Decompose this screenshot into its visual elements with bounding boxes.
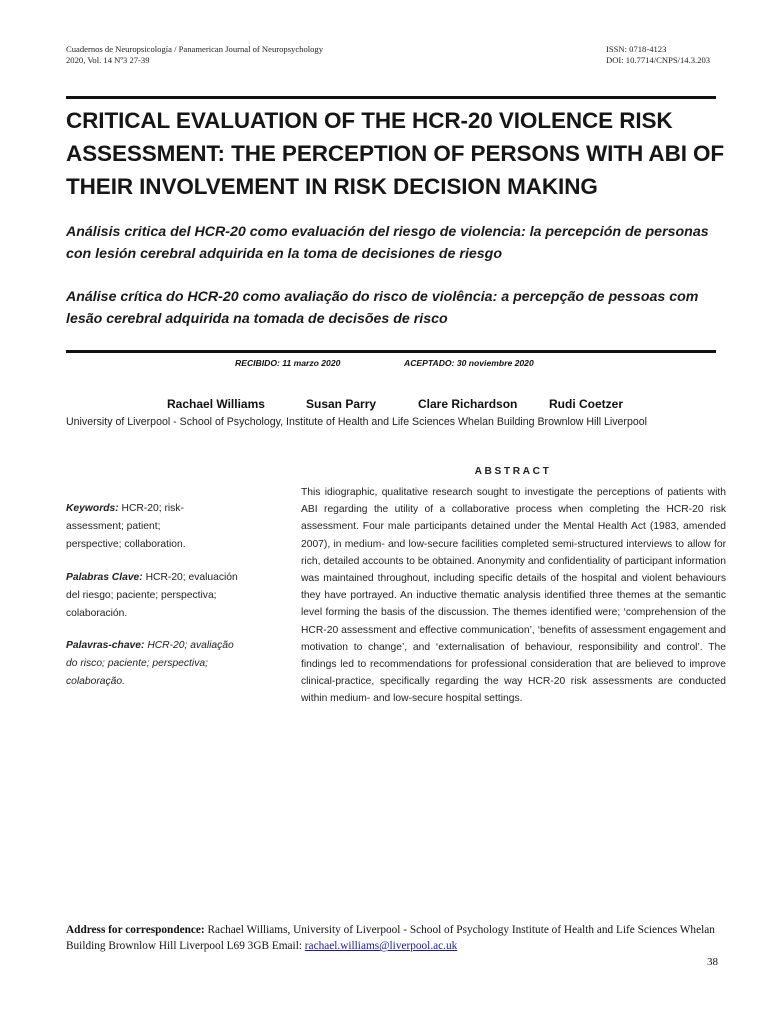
author-4: Rudi Coetzer [549, 397, 624, 411]
correspondence [66, 922, 726, 954]
keywords-es-label: Palabras Clave: [66, 572, 143, 583]
doi: DOI: 10.7714/CNPS/14.3.203 [606, 55, 711, 65]
journal-header [66, 44, 323, 66]
title-spanish: Análisis critica del HCR-20 como evaluación del riesgo de violencia: la percepción de personas con lesión cerebral adquirida en la toma de decisiones de riesgo [66, 224, 709, 262]
author-3: Clare Richardson [418, 397, 518, 411]
paper-title: CRITICAL EVALUATION OF THE HCR-20 VIOLENCE RISK ASSESSMENT: THE PERCEPTION OF PERSONS WITH ABI OF THEIR INVOLVEMENT IN RISK DECISION MAKING [66, 108, 725, 199]
abstract-text: This idiographic, qualitative research sought to investigate the perceptions of patients with ABI regarding the utility of a collaborative process when completing the HCR-20 risk assessment. Four male participants detained under the Mental Health Act (1983, amended 2007), in medium- and low-secure facilities completed semi-structured interviews to allow for rich, detailed accounts to be obtained. Anonymity and confidentiality of participant information was maintained throughout, including specific details of the hospital and violent behaviours they have portrayed. An inductive thematic analysis identified three themes at the semantic level forming the basis of the discussion. The themes identified were; ‘comprehension of the HCR-20 assessment and effective communication’, ‘benefits of assessment engagement and motivation to change’, and ‘externalisation of behaviour, responsibility and control’. The findings led to recommendations for professional consideration that are believed to improve clinical-practice, specifically regarding the way HCR-20 risk assessments are conducted within medium- and low-secure hospital settings. [301, 487, 726, 705]
correspondence-label: Address for correspondence: [66, 924, 205, 936]
journal-identifiers [606, 44, 710, 66]
issn: ISSN: 0718-4123 [606, 44, 667, 54]
accepted-date: ACEPTADO: 30 noviembre 2020 [404, 358, 534, 368]
keywords-pt-label: Palavras-chave: [66, 640, 145, 651]
bottom-rule [66, 350, 716, 353]
author-2: Susan Parry [306, 397, 377, 411]
email-link[interactable]: rachael.williams@liverpool.ac.uk [304, 940, 458, 952]
journal-name: Cuadernos de Neuropsicología / Panamerican Journal of Neuropsychology [66, 44, 324, 54]
affiliation: University of Liverpool - School of Psychology, Institute of Health and Life Sciences Whelan Building Brownlow Hill Liverpool [66, 416, 647, 428]
keywords-en-label: Keywords: [66, 503, 119, 514]
keywords-pt [66, 637, 241, 691]
author-1: Rachael Williams [167, 397, 265, 411]
top-rule [66, 96, 716, 99]
keywords-es-text: HCR-20; evaluación del riesgo; paciente; perspectiva; colaboración. [66, 572, 238, 619]
journal-volume: 2020, Vol. 14 Nº3 27-39 [66, 55, 150, 65]
page-number: 38 [707, 956, 718, 968]
keywords-en [66, 500, 216, 554]
received-date: RECIBIDO: 11 marzo 2020 [235, 358, 341, 368]
abstract-heading: ABSTRACT [474, 466, 552, 477]
keywords-pt-text: HCR-20; avaliação do risco; paciente; perspectiva; colaboração. [66, 640, 234, 687]
title-portuguese: Análise crítica do HCR-20 como avaliação do risco de violência: a percepção de pessoas com lesão cerebral adquirida na tomada de decisões de risco [66, 289, 699, 327]
keywords-en-text: HCR-20; risk-assessment; patient; perspective; collaboration. [66, 503, 186, 550]
correspondence-text: Rachael Williams, University of Liverpool - School of Psychology Institute of Health and Life Sciences Whelan Building Brownlow Hill Liverpool L69 3GB Email: [66, 924, 715, 952]
keywords-es [66, 569, 241, 623]
